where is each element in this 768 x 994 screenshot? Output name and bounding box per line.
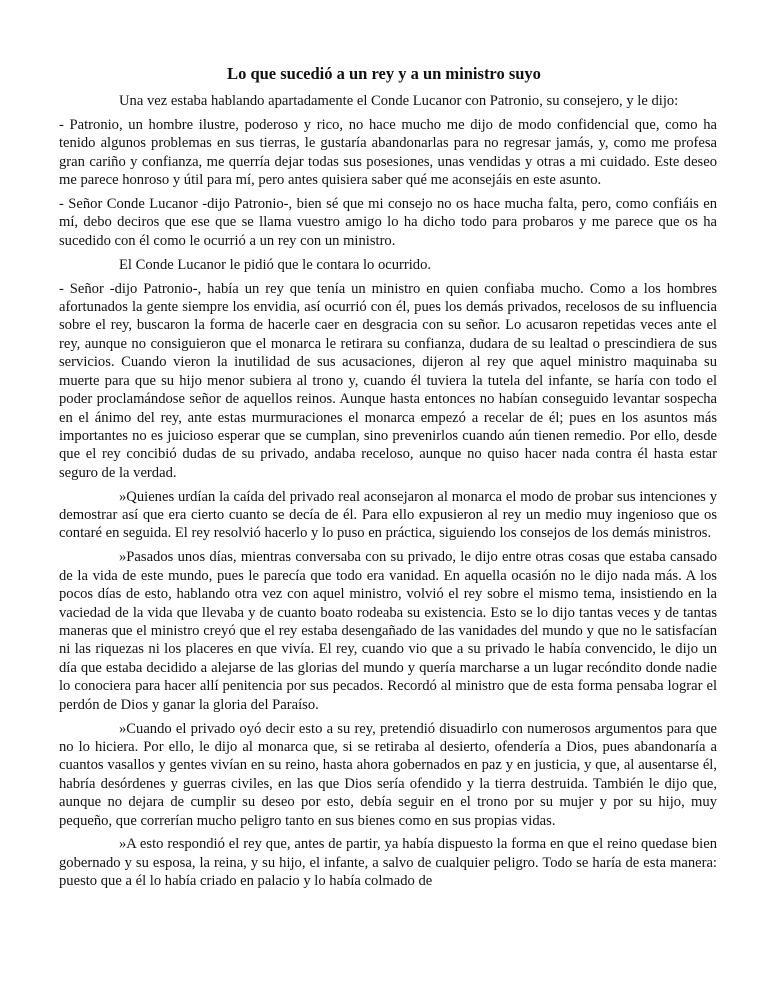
paragraph: El Conde Lucanor le pidió que le contara lo ocurrido. [119,256,432,273]
paragraph: Una vez estaba hablando apartadamente el Conde Lucanor con Patronio, su consejero, y le dijo: [119,93,679,109]
document-title: Lo que sucedió a un rey y a un ministro suyo [227,64,541,83]
paragraph: »Cuando el privado oyó decir esto a su rey, pretendió disuadirlo con numerosos argumentos para que no lo hiciera. Por ello, le dijo al monarca que, si se retiraba al desierto, ofendería a Dios, pues abandonaría a cuantos vasallos y gentes vivían en su reino, hasta ahora gobernados en paz y en justicia, y que, al ausentarse él, habría desórdenes y guerras civiles, en las que Dios sería ofendido y la tierra destruida. También le dijo que, aunque no dejara de cumplir su deseo por esto, debía seguir en el trono por su mujer y por su hijo, muy pequeño, que correrían mucho peligro tanto en sus bienes como en sus propias vidas. [59,720,717,829]
paragraph: »A esto respondió el rey que, antes de partir, ya había dispuesto la forma en que el reino quedase bien gobernado y su esposa, la reina, y su hijo, el infante, a salvo de cualquier peligro. Todo se haría de esta manera: puesto que a él lo había criado en palacio y lo había colmado de [59,836,717,890]
paragraph: - Patronio, un hombre ilustre, poderoso y rico, no hace mucho me dijo de modo confidencial que, como ha tenido algunos problemas en sus tierras, le gustaría abandonarlas para no regresar jamás, y, como me profesa gran cariño y confianza, me querría dejar todas sus posesiones, unas vendidas y otras a mi cuidado. Este deseo me parece honroso y útil para mí, pero antes quisiera saber qué me aconsejáis en este asunto. [59,116,717,189]
paragraph: - Señor Conde Lucanor -dijo Patronio-, bien sé que mi consejo no os hace mucha falta, pero, como confiáis en mí, debo deciros que ese que se llama vuestro amigo lo ha dicho todo para probaros y me parece que os ha sucedido con él como le ocurrió a un rey con un ministro. [59,196,717,249]
paragraph: »Quienes urdían la caída del privado real aconsejaron al monarca el modo de probar sus intenciones y demostrar así que era cierto cuanto se decía de él. Para ello expusieron al rey un medio muy ingenioso que os contaré en seguida. El rey resolvió hacerlo y lo puso en práctica, siguiendo los consejos de los demás ministros. [59,488,717,542]
paragraph: »Pasados unos días, mientras conversaba con su privado, le dijo entre otras cosas que estaba cansado de la vida de este mundo, pues le parecía que todo era vanidad. En aquella ocasión no le dijo nada más. A los pocos días de esto, hablando otra vez con aquel ministro, volvió el rey sobre el mismo tema, insistiendo en la vaciedad de la vida que llevaba y de cuanto boato rodeaba su existencia. Esto se lo dijo tantas veces y de tantas maneras que el ministro creyó que el rey estaba desengañado de las vanidades del mundo y que no le satisfacían ni las riquezas ni los placeres en que vivía. El rey, cuando vio que a su privado le había convencido, le dijo un día que estaba decidido a alejarse de las glorias del mundo y quería marcharse a un lugar recóndito donde nadie lo conociera para hacer allí penitencia por sus pecados. Recordó al ministro que de esta forma pensaba lograr el perdón de Dios y ganar la gloria del Paraíso. [59,549,717,713]
document-body [59,92,717,896]
paragraph: - Señor -dijo Patronio-, había un rey que tenía un ministro en quien confiaba mucho. Como a los hombres afortunados la gente siempre los envidia, así ocurrió con él, pues los demás privados, recelosos de su influencia sobre el rey, buscaron la forma de hacerle caer en desgracia con su señor. Lo acusaron repetidas veces ante el rey, aunque no consiguieron que el monarca le retirara su confianza, dudara de su lealtad o prescindiera de sus servicios. Cuando vieron la inutilidad de sus acusaciones, dijeron al rey que aquel ministro maquinaba su muerte para que su hijo menor subiera al trono y, cuando él tuviera la tutela del infante, se haría con todo el poder proclamándose señor de aquellos reinos. Aunque hasta entonces no habían conseguido levantar sospecha en el ánimo del rey, ante estas murmuraciones el monarca empezó a recelar de él; pues en los asuntos más importantes no es juicioso esperar que se cumplan, sino prevenirlos cuando aún tienen remedio. Por ello, desde que el rey concibió dudas de su privado, andaba receloso, aunque no quiso hacer nada contra él hasta estar seguro de la verdad. [59,280,717,481]
